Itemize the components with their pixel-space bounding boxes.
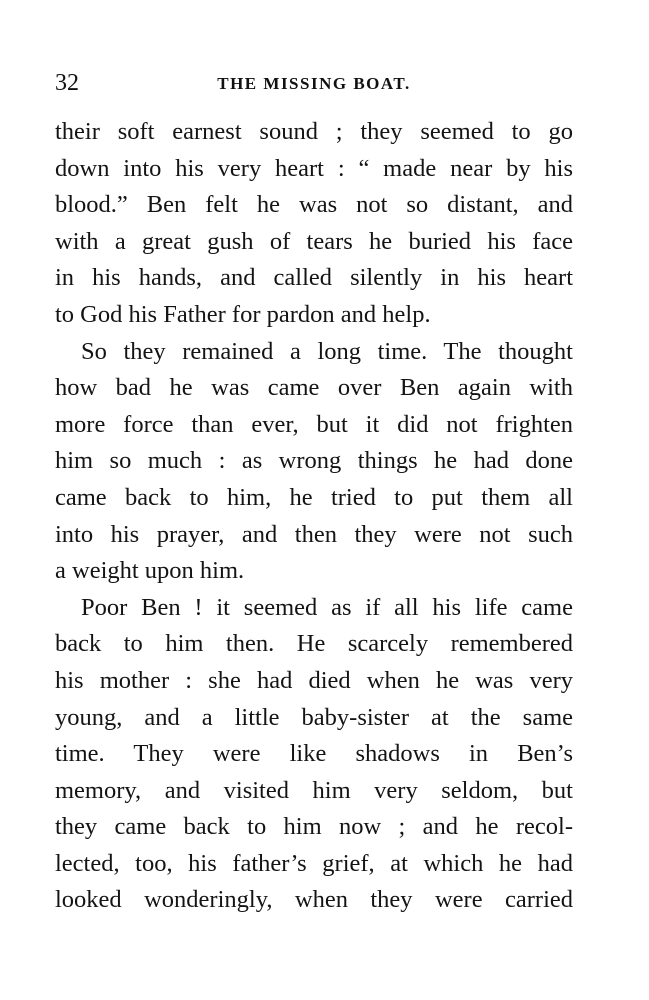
text-line: So they remained a long time. The thought bbox=[81, 337, 573, 365]
text-line: looked wonderingly, when they were carried bbox=[55, 886, 573, 914]
text-line: his mother : she had died when he was very bbox=[55, 666, 573, 694]
running-head: THE MISSING BOAT. bbox=[217, 74, 411, 93]
text-line: him so much : as wrong things he had done bbox=[55, 447, 573, 475]
text-line: down into his very heart : “ made near by his bbox=[55, 154, 573, 182]
text-line: a weight upon him. bbox=[55, 557, 245, 585]
text-line: how bad he was came over Ben again with bbox=[55, 374, 573, 402]
text-line: lected, too, his father’s grief, at which he had bbox=[55, 849, 573, 877]
text-line: in his hands, and called silently in his heart bbox=[55, 264, 573, 292]
text-line: came back to him, he tried to put them all bbox=[55, 483, 573, 511]
page-header bbox=[55, 68, 573, 98]
page-number: 32 bbox=[55, 70, 79, 96]
text-line: with a great gush of tears he buried his face bbox=[55, 227, 573, 255]
text-line: Poor Ben ! it seemed as if all his life came bbox=[81, 593, 573, 621]
text-line: to God his Father for pardon and help. bbox=[55, 300, 431, 328]
text-line: more force than ever, but it did not frighten bbox=[55, 410, 573, 438]
text-line: memory, and visited him very seldom, but bbox=[55, 776, 573, 804]
text-line: they came back to him now ; and he recol- bbox=[55, 813, 573, 841]
text-line: back to him then. He scarcely remembered bbox=[55, 630, 573, 658]
text-line: time. They were like shadows in Ben’s bbox=[55, 740, 573, 768]
text-line: their soft earnest sound ; they seemed to go bbox=[55, 118, 573, 145]
text-line: into his prayer, and then they were not such bbox=[55, 520, 573, 548]
text-line: blood.” Ben felt he was not so distant, and bbox=[55, 191, 573, 219]
text-line: young, and a little baby-sister at the same bbox=[55, 703, 573, 731]
body-text bbox=[55, 114, 573, 919]
